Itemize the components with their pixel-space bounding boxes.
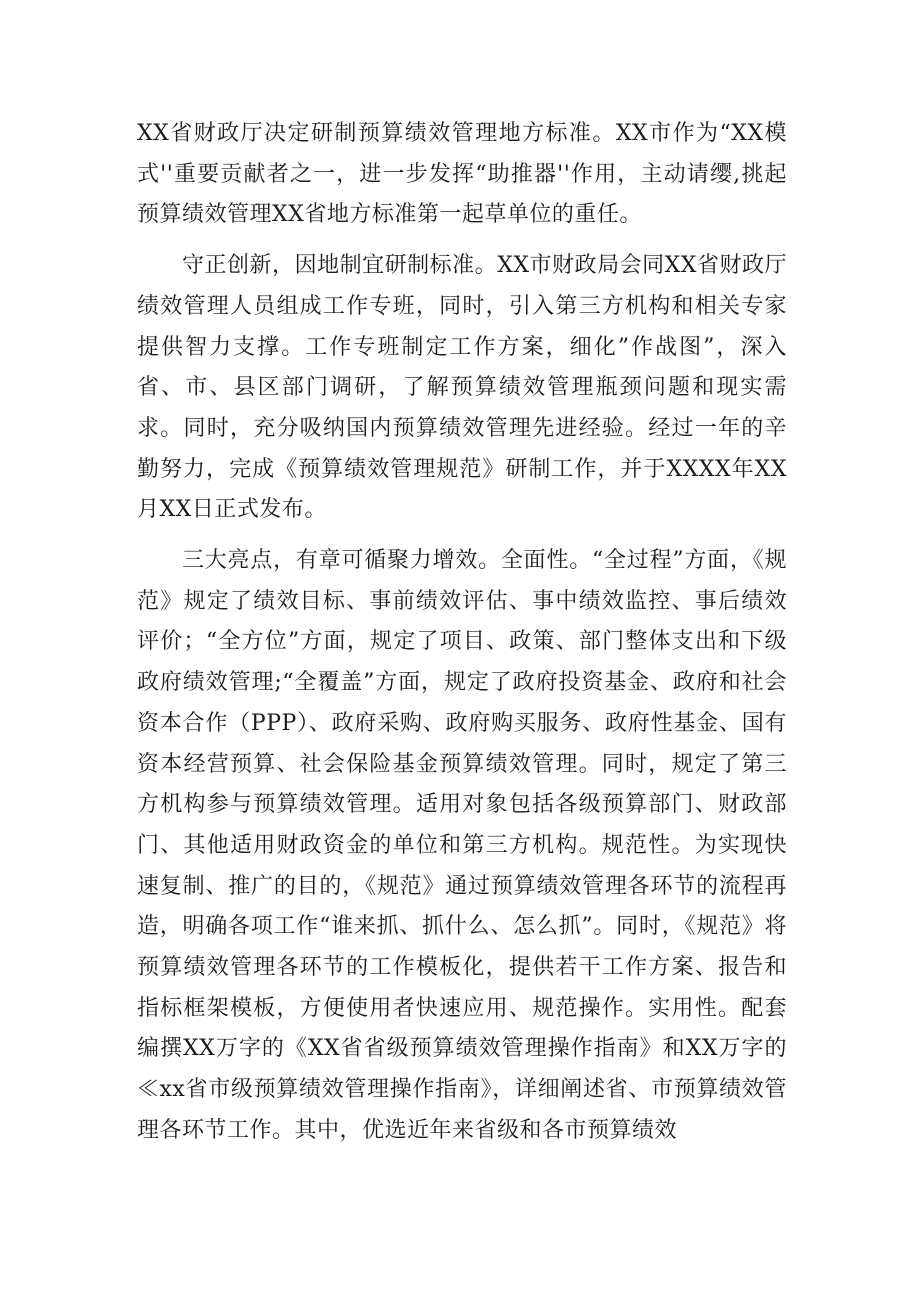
paragraph-1: XX省财政厅决定研制预算绩效管理地方标准。XX市作为“XX模式''重要贡献者之一，进一步发挥“助推器''作用，主动请缨,挑起预算绩效管理XX省地方标准第一起草单位的重任。 — [137, 121, 787, 228]
document-body — [137, 114, 787, 1162]
paragraph-2: 守正创新，因地制宜研制标准。XX市财政局会同XX省财政厅绩效管理人员组成工作专班，同时，引入第三方机构和相关专家提供智力支撑。工作专班制定工作方案，细化”作战图”，深入省、市、县区部门调研，了解预算绩效管理瓶颈问题和现实需求。同时，充分吸纳国内预算绩效管理先进经验。经过一年的辛勤努力，完成《预算绩效管理规范》研制工作，并于XXXX年XX月XX日正式发布。 — [137, 253, 787, 523]
paragraph-3: 三大亮点，有章可循聚力增效。全面性。“全过程”方面，《规范》规定了绩效目标、事前绩效评估、事中绩效监控、事后绩效评价；“全方位”方面，规定了项目、政策、部门整体支出和下级政府绩效管理;“全覆盖”方面，规定了政府投资基金、政府和社会资本合作（PPP）、政府采购、政府购买服务、政府性基金、国有资本经营预算、社会保险基金预算绩效管理。同时，规定了第三方机构参与预算绩效管理。适用对象包括各级预算部门、财政部门、其他适用财政资金的单位和第三方机构。规范性。为实现快速复制、推广的目的，《规范》通过预算绩效管理各环节的流程再造，明确各项工作“谁来抓、抓什么、怎么抓”。同时，《规范》将预算绩效管理各环节的工作模板化，提供若干工作方案、报告和指标框架模板，方便使用者快速应用、规范操作。实用性。配套编撰XX万字的《XX省省级预算绩效管理操作指南》和XX万字的≪xx省市级预算绩效管理操作指南》，详细阐述省、市预算绩效管理各环节工作。其中，优选近年来省级和各市预算绩效 — [137, 548, 787, 1143]
